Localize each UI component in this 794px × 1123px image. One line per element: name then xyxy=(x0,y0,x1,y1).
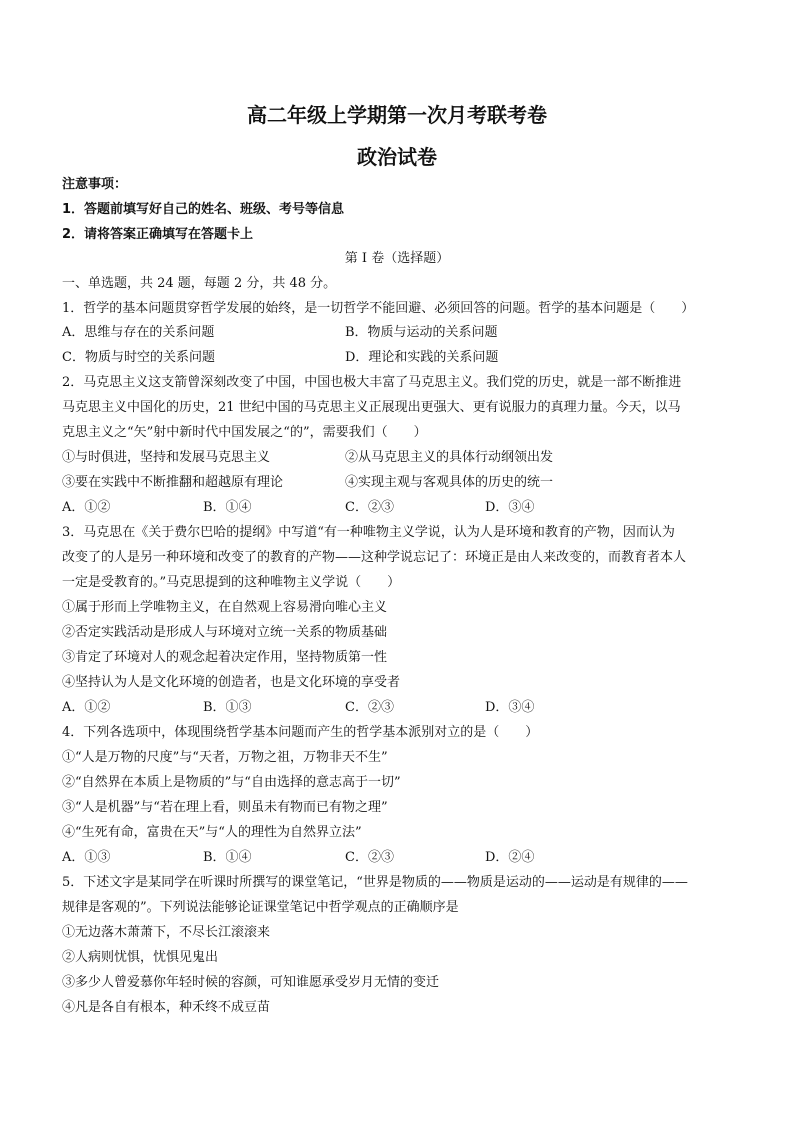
q1-stem: 1．哲学的基本问题贯穿哲学发展的始终，是一切哲学不能回避、必须回答的问题。哲学的基本问题是（ ） xyxy=(62,301,695,316)
q5-statement-4: ④凡是各自有根本，种禾终不成豆苗 xyxy=(62,1000,271,1015)
q4-statement-1: ①“人是万物的尺度”与“天者，万物之祖，万物非天不生” xyxy=(62,750,388,765)
q5-statement-1: ①无边落木萧萧下，不尽长江滚滚来 xyxy=(62,925,271,940)
exam-subject: 政治试卷 xyxy=(357,145,437,169)
q4-option-c: C．②③ xyxy=(345,850,394,865)
q3-option-c: C．②③ xyxy=(345,700,394,715)
q2-stem-line-2: 马克思主义中国化的历史，21 世纪中国的马克思主义正展现出更强大、更有说服力的真理力量。今天，以马 xyxy=(62,400,681,415)
notice-item-1: 1．答题前填写好自己的姓名、班级、考号等信息 xyxy=(62,202,345,217)
notice-item-2: 2．请将答案正确填写在答题卡上 xyxy=(62,227,254,242)
q2-stem-line-1: 2．马克思主义这支箭曾深刻改变了中国，中国也极大丰富了马克思主义。我们党的历史，就是一部不断推进 xyxy=(62,375,682,390)
q3-statement-4: ④坚持认为人是文化环境的创造者，也是文化环境的享受者 xyxy=(62,675,401,690)
exam-title: 高二年级上学期第一次月考联考卷 xyxy=(247,103,547,127)
q2-option-a: A．①② xyxy=(62,500,111,515)
q1-option-c: C．物质与时空的关系问题 xyxy=(62,350,215,365)
q1-option-a: A．思维与存在的关系问题 xyxy=(62,325,215,340)
q5-stem-line-2: 规律是客观的”。下列说法能够论证课堂笔记中哲学观点的正确顺序是 xyxy=(62,900,459,915)
q2-statement-3: ③要在实践中不断推翻和超越原有理论 xyxy=(62,475,284,490)
q4-stem: 4．下列各选项中，体现围绕哲学基本问题而产生的哲学基本派别对立的是（ ） xyxy=(62,725,539,740)
q2-statement-4: ④实现主观与客观具体的历史的统一 xyxy=(345,475,554,490)
q4-option-d: D．②④ xyxy=(485,850,535,865)
q2-stem-line-3: 克思主义之“矢”射中新时代中国发展之“的”，需要我们（ ） xyxy=(62,425,427,440)
q3-stem-line-2: 改变了的人是另一种环境和改变了的教育的产物——这种学说忘记了：环境正是由人来改变的，而教育者本人 xyxy=(62,550,687,565)
q3-stem-line-1: 3．马克思在《关于费尔巴哈的提纲》中写道“有一种唯物主义学说，认为人是环境和教育的产物，因而认为 xyxy=(62,525,675,540)
q5-statement-2: ②人病则忧惧，忧惧见鬼出 xyxy=(62,950,219,965)
q3-statement-3: ③肯定了环境对人的观念起着决定作用，坚持物质第一性 xyxy=(62,650,388,665)
q2-option-c: C．②③ xyxy=(345,500,394,515)
section-instruction: 一、单选题，共 24 题，每题 2 分，共 48 分。 xyxy=(62,276,337,291)
q3-option-b: B．①③ xyxy=(203,700,252,715)
q4-statement-4: ④“生死有命，富贵在天”与“人的理性为自然界立法” xyxy=(62,825,362,840)
part-title: 第 I 卷（选择题） xyxy=(344,251,450,266)
q4-statement-2: ②“自然界在本质上是物质的”与“自由选择的意志高于一切” xyxy=(62,775,401,790)
q3-statement-2: ②否定实践活动是形成人与环境对立统一关系的物质基础 xyxy=(62,625,388,640)
q5-stem-line-1: 5．下述文字是某同学在听课时所撰写的课堂笔记，“世界是物质的——物质是运动的——运动是有规律的—— xyxy=(62,875,688,890)
q1-option-b: B．物质与运动的关系问题 xyxy=(345,325,498,340)
q4-statement-3: ③“人是机器”与“若在理上看，则虽未有物而已有物之理” xyxy=(62,800,388,815)
q3-statement-1: ①属于形而上学唯物主义，在自然观上容易滑向唯心主义 xyxy=(62,600,388,615)
q2-option-d: D．③④ xyxy=(485,500,535,515)
q3-stem-line-3: 一定是受教育的。”马克思提到的这种唯物主义学说（ ） xyxy=(62,575,401,590)
q4-option-b: B．①④ xyxy=(203,850,252,865)
q2-statement-1: ①与时俱进，坚持和发展马克思主义 xyxy=(62,450,271,465)
q4-option-a: A．①③ xyxy=(62,850,111,865)
q1-option-d: D．理论和实践的关系问题 xyxy=(345,350,499,365)
q5-statement-3: ③多少人曾爱慕你年轻时候的容颜，可知谁愿承受岁月无情的变迁 xyxy=(62,975,440,990)
q3-option-a: A．①② xyxy=(62,700,111,715)
q2-statement-2: ②从马克思主义的具体行动纲领出发 xyxy=(345,450,554,465)
q2-option-b: B．①④ xyxy=(203,500,252,515)
notice-heading: 注意事项： xyxy=(62,177,128,192)
q3-option-d: D．③④ xyxy=(485,700,535,715)
